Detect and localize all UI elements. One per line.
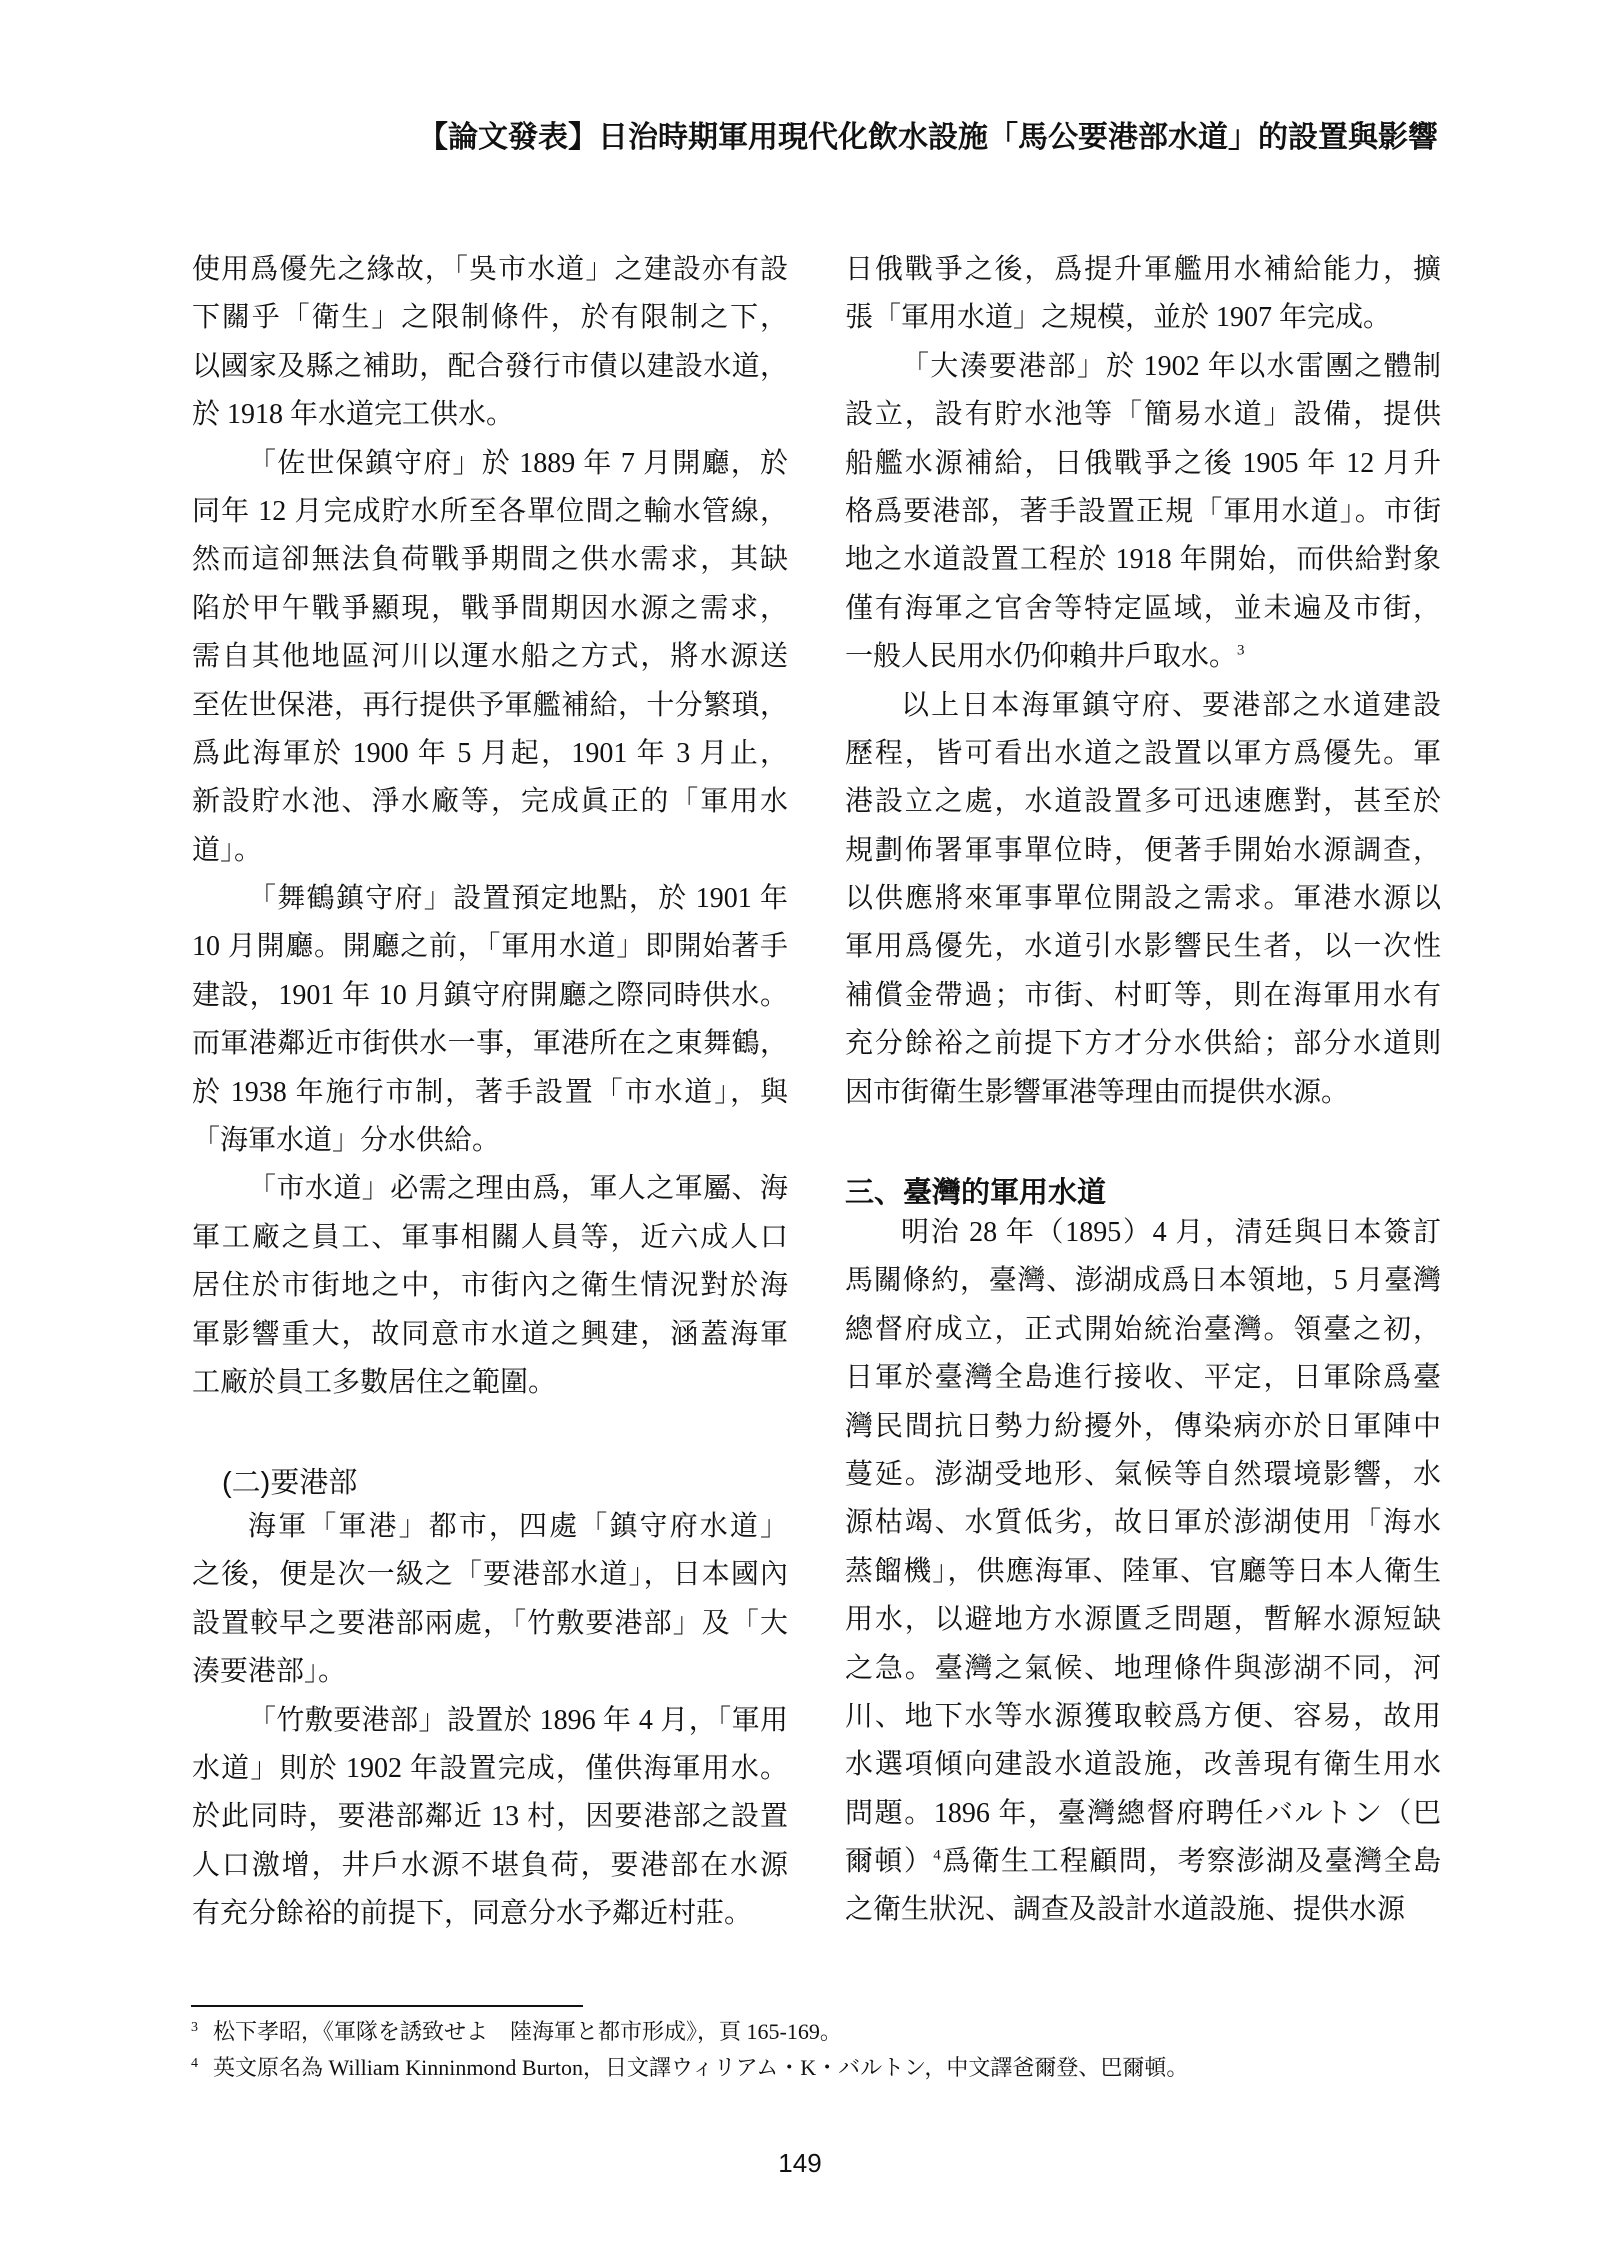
text-line: 張「軍用水道」之規模，並於 1907 年完成。 bbox=[845, 302, 1392, 334]
text-line: 軍工廠之員工、軍事相關人員等，近六成人口 bbox=[192, 1221, 788, 1253]
text-line: 需自其他地區河川以運水船之方式，將水源送 bbox=[192, 641, 788, 673]
text-line: 水道」則於 1902 年設置完成，僅供海軍用水。 bbox=[192, 1752, 788, 1784]
text-line: 用水，以避地方水源匱乏問題，暫解水源短缺 bbox=[845, 1604, 1441, 1636]
text-line: 有充分餘裕的前提下，同意分水予鄰近村莊。 bbox=[192, 1898, 753, 1930]
paragraph bbox=[845, 343, 1441, 682]
text-line: 同年 12 月完成貯水所至各單位間之輸水管線， bbox=[192, 495, 788, 527]
body-text-block bbox=[192, 1503, 788, 1939]
text-line: 船艦水源補給，日俄戰爭之後 1905 年 12 月升 bbox=[845, 447, 1441, 479]
footnote-reference[interactable]: 3 bbox=[1237, 642, 1245, 659]
text-line: 居住於市街地之中，市街內之衛生情況對於海 bbox=[192, 1270, 788, 1302]
text-line: 格爲要港部，著手設置正規「軍用水道」。市街 bbox=[845, 495, 1441, 527]
paragraph bbox=[192, 246, 788, 440]
section-heading-text: (二)要港部 bbox=[222, 1467, 358, 1499]
text-line: 規劃佈署軍事單位時，便著手開始水源調查， bbox=[845, 834, 1441, 866]
text-line: 問題。1896 年，臺灣總督府聘任バルトン（巴 bbox=[845, 1797, 1441, 1829]
text-line: 海軍「軍港」都市，四處「鎮守府水道」 bbox=[248, 1511, 788, 1542]
text-line: 馬關條約，臺灣、澎湖成爲日本領地，5 月臺灣 bbox=[845, 1265, 1441, 1297]
text-line: 軍用爲優先，水道引水影響民生者，以一次性 bbox=[845, 931, 1441, 963]
text-line: 「竹敷要港部」設置於 1896 年 4 月，「軍用 bbox=[248, 1704, 788, 1736]
text-line: 僅有海軍之官舍等特定區域，並未遍及市街， bbox=[845, 592, 1441, 624]
text-line: 水選項傾向建設水道設施，改善現有衛生用水 bbox=[845, 1749, 1441, 1781]
footnote-text: 英文原名為 William Kinninmond Burton，日文譯ウィリアム・K・バルトン，中文譯爸爾登、巴爾頓。 bbox=[213, 2055, 1189, 2080]
text-line: 日軍於臺灣全島進行接收、平定，日軍除爲臺 bbox=[845, 1362, 1441, 1394]
footnote-text: 松下孝昭，《軍隊を誘致せよ 陸海軍と都市形成》，頁 165-169。 bbox=[213, 2019, 842, 2044]
text-line: 然而這卻無法負荷戰爭期間之供水需求，其缺 bbox=[192, 544, 788, 576]
page-number: 149 bbox=[778, 2148, 822, 2178]
text-line: 於此同時，要港部鄰近 13 村，因要港部之設置 bbox=[192, 1801, 788, 1833]
footnote-reference[interactable]: 4 bbox=[933, 1847, 941, 1864]
text-line: 日俄戰爭之後，爲提升軍艦用水補給能力，擴 bbox=[845, 254, 1441, 285]
text-line: 工廠於員工多數居住之範圍。 bbox=[192, 1366, 557, 1398]
text-line: 灣民間抗日勢力紛擾外，傳染病亦於日軍陣中 bbox=[845, 1410, 1441, 1442]
running-title: 【論文發表】日治時期軍用現代化飲水設施「馬公要港部水道」的設置與影響 bbox=[418, 121, 1438, 154]
text-line: 「市水道」必需之理由爲，軍人之軍屬、海 bbox=[248, 1173, 788, 1205]
paragraph bbox=[845, 682, 1441, 1118]
body-text-block bbox=[845, 246, 1441, 1117]
text-line: 人口激增，井戶水源不堪負荷，要港部在水源 bbox=[192, 1849, 788, 1881]
text-line: 之衛生狀況、調查及設計水道設施、提供水源 bbox=[845, 1894, 1406, 1926]
text-line: 歷程，皆可看出水道之設置以軍方爲優先。軍 bbox=[845, 737, 1441, 769]
text-line: 建設，1901 年 10 月鎮守府開廳之際同時供水。 bbox=[192, 979, 788, 1011]
text-line: 之後，便是次一級之「要港部水道」，日本國內 bbox=[192, 1559, 788, 1591]
body-text-block bbox=[192, 246, 788, 1407]
text-line: 「大湊要港部」於 1902 年以水雷團之體制 bbox=[901, 350, 1441, 382]
footnote-3: 3 松下孝昭，《軍隊を誘致せよ 陸海軍と都市形成》，頁 165-169。 bbox=[191, 2019, 842, 2044]
text-line: 源枯竭、水質低劣，故日軍於澎湖使用「海水 bbox=[845, 1507, 1441, 1539]
text-line: 下關乎「衛生」之限制條件，於有限制之下， bbox=[192, 302, 788, 334]
text-line: 蒸餾機」，供應海軍、陸軍、官廳等日本人衛生 bbox=[845, 1555, 1441, 1587]
text-line: 充分餘裕之前提下方才分水供給；部分水道則 bbox=[845, 1028, 1441, 1060]
text-line: 以國家及縣之補助，配合發行市債以建設水道， bbox=[192, 350, 788, 382]
line-text: 爾頓） bbox=[845, 1846, 934, 1878]
text-line: 至佐世保港，再行提供予軍艦補給，十分繁瑣， bbox=[192, 689, 788, 721]
text-line bbox=[845, 633, 1441, 681]
line-text: 一般人民用水仍仰賴井戶取水。 bbox=[845, 641, 1238, 673]
text-line: 蔓延。澎湖受地形、氣候等自然環境影響，水 bbox=[845, 1458, 1441, 1490]
paragraph bbox=[192, 1503, 788, 1697]
paragraph bbox=[192, 440, 788, 876]
line-text: 爲衛生工程顧問，考察澎湖及臺灣全島 bbox=[940, 1846, 1441, 1878]
text-line: 設置較早之要港部兩處，「竹敷要港部」及「大 bbox=[192, 1607, 788, 1639]
text-line: 以供應將來軍事單位開設之需求。軍港水源以 bbox=[845, 883, 1441, 915]
text-line: 新設貯水池、淨水廠等，完成眞正的「軍用水 bbox=[192, 786, 788, 818]
text-line: 總督府成立，正式開始統治臺灣。領臺之初， bbox=[845, 1313, 1441, 1345]
text-line: 「佐世保鎮守府」於 1889 年 7 月開廳，於 bbox=[248, 447, 788, 479]
text-line: 川、地下水等水源獲取較爲方便、容易，故用 bbox=[845, 1700, 1441, 1732]
footnote-4: 4 英文原名為 William Kinninmond Burton，日文譯ウィリアム・K・バルトン，中文譯爸爾登、巴爾頓。 bbox=[191, 2055, 1189, 2080]
text-line: 道」。 bbox=[192, 834, 263, 866]
text-line bbox=[845, 1838, 1441, 1886]
text-line: 使用爲優先之緣故，「吳市水道」之建設亦有設 bbox=[192, 254, 788, 285]
text-line: 湊要港部」。 bbox=[192, 1656, 347, 1688]
text-line: 而軍港鄰近市街供水一事，軍港所在之東舞鶴， bbox=[192, 1028, 788, 1060]
text-line: 於 1918 年水道完工供水。 bbox=[192, 399, 515, 431]
section-heading bbox=[192, 1461, 788, 1505]
text-line: 爲此海軍於 1900 年 5 月起，1901 年 3 月止， bbox=[192, 737, 788, 769]
text-line: 補償金帶過；市街、村町等，則在海軍用水有 bbox=[845, 979, 1441, 1011]
text-line: 以上日本海軍鎮守府、要港部之水道建設 bbox=[901, 689, 1441, 721]
footnote-separator bbox=[191, 2005, 583, 2007]
text-line: 陷於甲午戰爭顯現，戰爭間期因水源之需求， bbox=[192, 592, 788, 624]
text-line: 軍影響重大，故同意市水道之興建，涵蓋海軍 bbox=[192, 1318, 788, 1350]
text-line: 設立，設有貯水池等「簡易水道」設備，提供 bbox=[845, 399, 1441, 431]
paragraph bbox=[192, 1165, 788, 1407]
text-line: 於 1938 年施行市制，著手設置「市水道」，與 bbox=[192, 1076, 788, 1108]
text-line: 明治 28 年（1895）4 月，清廷與日本簽訂 bbox=[901, 1217, 1441, 1248]
section-heading-text: 三、臺灣的軍用水道 bbox=[845, 1177, 1107, 1209]
text-line: 「海軍水道」分水供給。 bbox=[192, 1125, 501, 1157]
text-line: 10 月開廳。開廳之前，「軍用水道」即開始著手 bbox=[192, 931, 788, 963]
text-line: 地之水道設置工程於 1918 年開始，而供給對象 bbox=[845, 544, 1441, 576]
text-line: 因市街衛生影響軍港等理由而提供水源。 bbox=[845, 1076, 1350, 1108]
paragraph bbox=[192, 875, 788, 1165]
text-line: 「舞鶴鎮守府」設置預定地點，於 1901 年 bbox=[248, 883, 788, 915]
body-text-block bbox=[845, 1209, 1441, 1935]
paragraph bbox=[845, 1209, 1441, 1935]
paragraph bbox=[192, 1697, 788, 1939]
paragraph bbox=[845, 246, 1441, 343]
text-line: 之急。臺灣之氣候、地理條件與澎湖不同，河 bbox=[845, 1652, 1441, 1684]
text-line: 港設立之處，水道設置多可迅速應對，甚至於 bbox=[845, 786, 1441, 818]
